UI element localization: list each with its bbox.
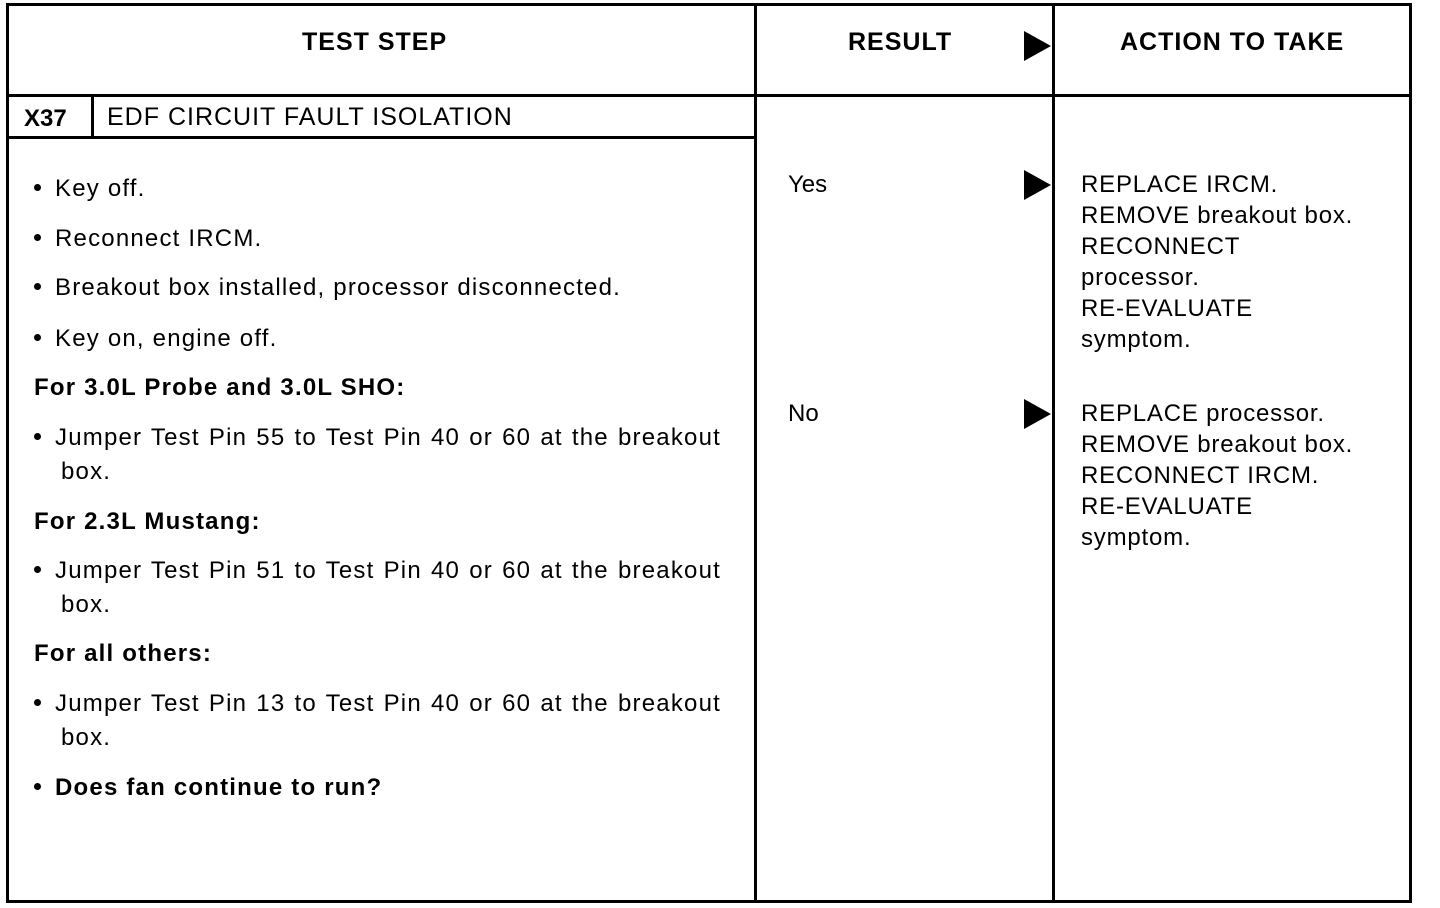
- header-arrow-icon: [1024, 31, 1051, 61]
- step-title-divider: [6, 136, 756, 139]
- instruction-item: Key off.: [34, 172, 146, 206]
- condition-heading: For 2.3L Mustang:: [34, 508, 261, 535]
- bullet-icon: [34, 566, 41, 573]
- instruction-item: Reconnect IRCM.: [34, 222, 262, 256]
- step-id: X37: [24, 105, 67, 132]
- instruction-item: Jumper Test Pin 55 to Test Pin 40 or 60 at the breakout box.: [34, 421, 721, 489]
- condition-heading: For all others:: [34, 640, 213, 667]
- header-action: ACTION TO TAKE: [1120, 28, 1345, 56]
- result-no: No: [788, 400, 819, 427]
- result-no-arrow-icon: [1024, 399, 1051, 429]
- bullet-icon: [34, 783, 41, 790]
- result-yes-arrow-icon: [1024, 170, 1051, 200]
- step-title: EDF CIRCUIT FAULT ISOLATION: [107, 103, 513, 131]
- result-yes: Yes: [788, 171, 828, 198]
- condition-heading: For 3.0L Probe and 3.0L SHO:: [34, 374, 406, 401]
- action-yes: REPLACE IRCM. REMOVE breakout box. RECONNECT processor. RE-EVALUATE symptom.: [1081, 171, 1354, 353]
- header-result: RESULT: [848, 28, 953, 56]
- instruction-item: Breakout box installed, processor disconnected.: [34, 271, 621, 305]
- bullet-icon: [34, 283, 41, 290]
- question-item: Does fan continue to run?: [34, 771, 382, 805]
- bullet-icon: [34, 334, 41, 341]
- column-divider-result-action: [1052, 3, 1055, 903]
- bullet-icon: [34, 433, 41, 440]
- header-test-step: TEST STEP: [302, 28, 448, 56]
- instruction-item: Key on, engine off.: [34, 322, 278, 356]
- instruction-item: Jumper Test Pin 51 to Test Pin 40 or 60 at the breakout box.: [34, 554, 721, 622]
- instruction-item: Jumper Test Pin 13 to Test Pin 40 or 60 at the breakout box.: [34, 687, 721, 755]
- action-no: REPLACE processor. REMOVE breakout box. RECONNECT IRCM. RE-EVALUATE symptom.: [1081, 400, 1354, 551]
- step-id-divider: [91, 96, 94, 138]
- bullet-icon: [34, 184, 41, 191]
- bullet-icon: [34, 699, 41, 706]
- bullet-icon: [34, 234, 41, 241]
- header-divider: [6, 94, 1412, 97]
